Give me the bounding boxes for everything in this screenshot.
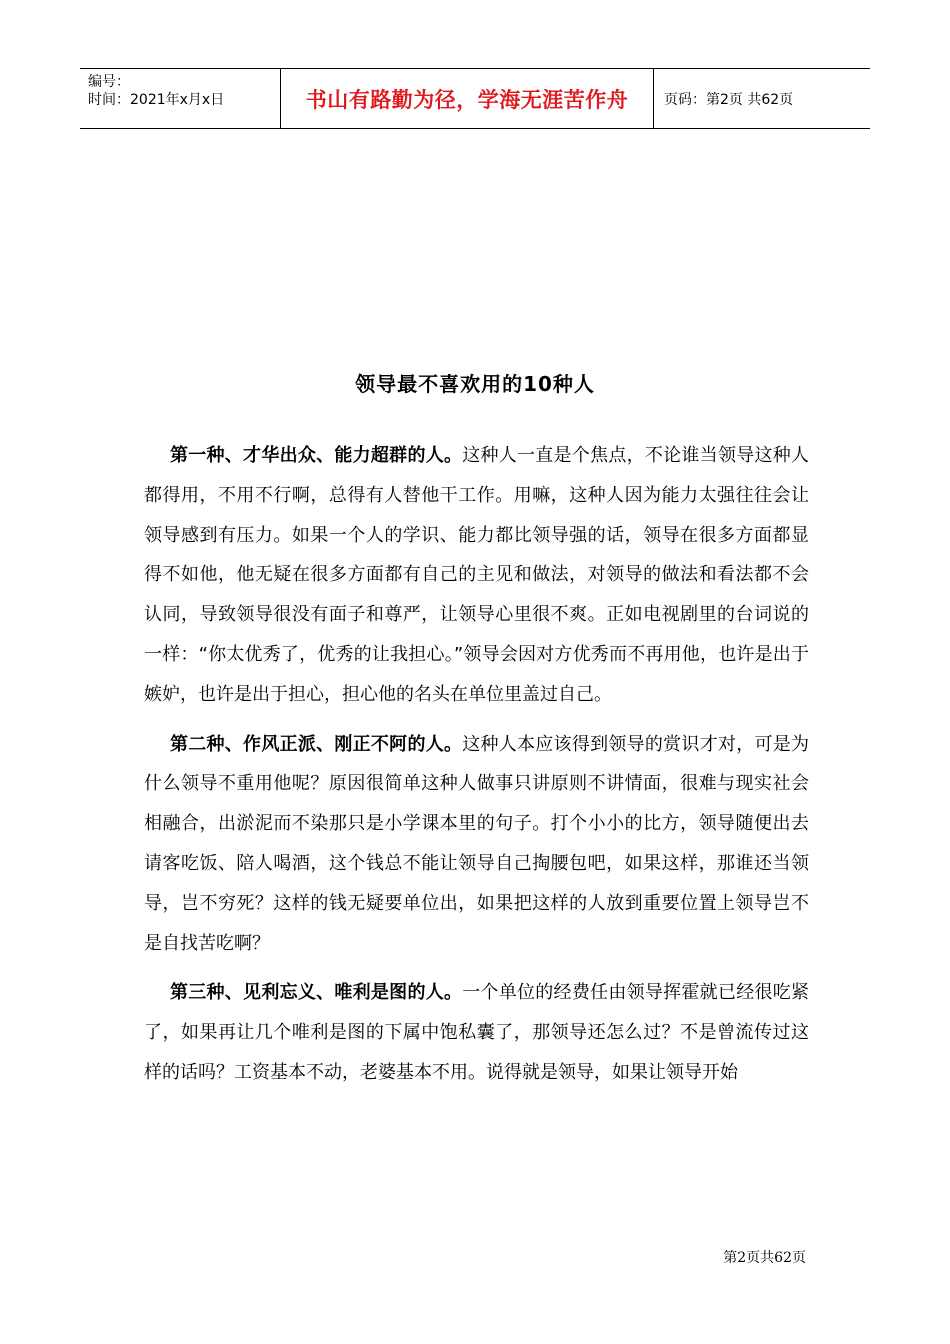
- page-header: [80, 68, 870, 129]
- paragraph-lead: 第二种、作风正派、刚正不阿的人。: [170, 733, 463, 755]
- paragraph-text: 这种人本应该得到领导的赏识才对，可是为什么领导不重用他呢？原因很简单这种人做事只讲原则不讲情面，很难与现实社会相融合，出淤泥而不染那只是小学课本里的句子。打个小小的比方，领导随便出去请客吃饭、陪人喝酒，这个钱总不能让领导自己掏腰包吧，如果这样，那谁还当领导，岂不穷死？这样的钱无疑要单位出，如果把这样的人放到重要位置上领导岂不是自找苦吃啊？: [144, 733, 809, 954]
- page-footer: 第2页共62页: [723, 1250, 806, 1266]
- paragraph-text: 这种人一直是个焦点，不论谁当领导这种人都得用，不用不行啊，总得有人替他干工作。用嘛，这种人因为能力太强往往会让领导感到有压力。如果一个人的学识、能力都比领导强的话，领导在很多方面都显得不如他，他无疑在很多方面都有自己的主见和做法，对领导的做法和看法都不会认同，导致领导很没有面子和尊严，让领导心里很不爽。正如电视剧里的台词说的一样：“你太优秀了，优秀的让我担心。”领导会因对方优秀而不再用他，也许是出于嫉妒，也许是出于担心，担心他的名头在单位里盖过自己。: [144, 445, 809, 705]
- time-label: 时间：2021年x月x日: [88, 92, 225, 108]
- number-label: 编号：: [88, 74, 130, 90]
- document-title: 领导最不喜欢用的10种人: [355, 372, 595, 396]
- paragraph-text: 一个单位的经费任由领导挥霍就已经很吃紧了，如果再让几个唯利是图的下属中饱私囊了，那领导还怎么过？不是曾流传过这样的话吗？工资基本不动，老婆基本不用。说得就是领导，如果让领导开始: [144, 982, 809, 1083]
- paragraph-lead: 第一种、才华出众、能力超群的人。: [170, 445, 463, 466]
- paragraph: [144, 725, 809, 964]
- document-body: [144, 436, 809, 1103]
- header-motto: 书山有路勤为径，学海无涯苦作舟: [281, 69, 654, 128]
- paragraph-lead: 第三种、见利忘义、唯利是图的人。: [170, 982, 463, 1004]
- paragraph: [144, 973, 809, 1092]
- paragraph: [144, 436, 809, 715]
- header-page-info: 页码：第2页 共62页: [664, 91, 794, 108]
- header-meta: [80, 69, 281, 128]
